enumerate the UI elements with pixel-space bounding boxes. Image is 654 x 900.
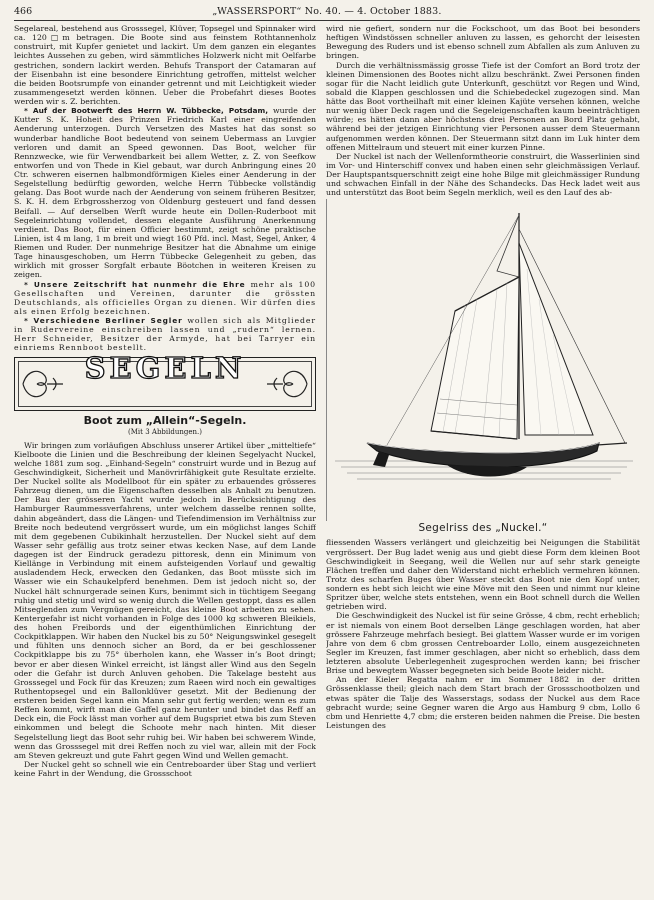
article-paragraph: Die Geschwindigkeit des Nuckel ist für seine Grösse, 4 cbm, recht erheblich; er ist niemals von einem Boot derselben Länge geschlagen worden, hat aber grössere Fahrzeuge mehrfach besiegt. Bei glattem Wasser wurde er im vorigen Jahre von dem 6 cbm grossen Centreboarder Lollo, einem ausgezeichneten Segler im Kreuzen, fast immer geschlagen, aber nicht so erheblich, dass dem letzteren absolute Ueberlegenheit zugesprochen werden kann; bei frischer Brise und bewegtem Wasser begegneten sich beide Boote leider nicht. — [326, 611, 640, 676]
news-text: wollen sich als Mitglieder in Rudervereine einschreiben lassen und „rudern“ lernen. Herr Schneider, Besitzer der Armyde, hat bei Tarryer ein einriems Rennboot bestellt. — [14, 316, 316, 353]
article-subtitle: (Mit 3 Abbildungen.) — [128, 427, 202, 436]
right-column — [326, 24, 640, 892]
article-paragraph: An der Kieler Regatta nahm er im Sommer 1882 in der dritten Grössenklasse theil; gleich nach dem Start brach der Grossschootbolzen und etwas später die Talje des Wasserstags, sodass der Nuckel aus dem Race gebracht wurde; seine Gegner waren die Argo aus Hamburg 9 cbm, Lollo 6 cbm und Henriette 4,7 cbm; die ersteren beiden nahmen die Preise. Die besten Leistungen des — [326, 675, 640, 730]
page-number: 466 — [14, 6, 33, 17]
article-title: Boot zum „Allein“-Segeln. — [83, 413, 247, 427]
news-heading: * Verschiedene Berliner Segler — [24, 316, 183, 325]
news-heading: * Auf der Bootwerft des Herrn W. Tübbecke, Potsdam, — [24, 106, 269, 116]
sail-plan-figure — [326, 199, 640, 521]
magazine-title: „WASSERSPORT“ No. 40. — 4. October 1883. — [212, 6, 442, 17]
news-heading: * Unsere Zeitschrift hat nunmehr die Ehre — [24, 279, 246, 289]
article-paragraph: Wir bringen zum vorläufigen Abschluss unserer Artikel über „mitteltiefe“ Kielboote die Linien und die Beschreibung der kleinen Segelyacht Nuckel, welche 1881 zum sog. „Einhand-Segeln“ construirt wurde und in Bezug auf Geschwindigkeit, Sicherheit und Manövrirfähigkeit gute Resultate erzielte. Der Nuckel sollte als Modellboot für ein später zu erbauendes grösseres Fahrzeug dienen, um die Eigenschaften desselben als Anhalt zu benutzen. Der Bau der grösseren Yacht wurde jedoch in Berücksichtigung des Hamburger Raummessverfahrens, unter welchem dasselbe rennen sollte, dahin abgeändert, dass die Längen- und Tiefendimension im Verhältniss zur Breite noch bedeutend vergrössert wurde, um ein möglichst langes Schiff mit dem gegebenen Cubikinhalt herzustellen. Der Nuckel sieht auf dem Wasser sehr gefällig aus trotz seiner etwas kecken Nase, auf dem Lande dagegen ist der Eindruck geradezu pittoresk, denn ein Minimum von Kiellänge in Verbindung mit einem aufsteigenden Vorlauf und gewaltig ausladendem Heck, erwecken den Gedanken, das Boot müsste sich im Wasser wie ein Schaukelpferd benehmen. Dem ist jedoch nicht so, der Nuckel hält schnurgerade seinen Kurs, benimmt sich in tüchtigem Seegang ruhig und stetig und wird so wenig durch die Wellen gestoppt, dass es allen Mitseglenden zum Vergnügen gereicht, das kleine Boot arbeiten zu sehen. Kentergefahr ist nicht vorhanden in Folge des 1000 kg schweren Bleikiels, des hohen Freibords und der eigenthümlichen Einrichtung der Cockpitklappen. Wir haben den Nuckel bis zu 50° Neigungswinkel gesegelt und fühlten uns dennoch sicher an Bord, da er bei geschlossener Cockpitklappe bis zu 75° überholen kann, ehe Wasser in’s Boot dringt; bevor er aber diesen Winkel erreicht, ist längst aller Wind aus den Segeln oder die Gefahr ist durch Anluven gehoben. Die Takelage besteht aus Grosssegel und Fock für das Kreuzen; zum Raeen wird noch ein gewaltiges Ruthentopsegel und ein Ballonklüver gesetzt. Mit der Bedienung der ersteren beiden Segel kann ein Mann sehr gut fertig werden; wenn es zum Reffen kommt, wirft man die Gaffel ganz herunter und bindet das Reff an Deck ein, die Fock lässt man vorher auf dem Bugspriet etwa bis zum Steven einkommen und belegt die Schoote mehr nach hinten. Mit dieser Segelstellung liegt das Boot sehr ruhig bei. Wir haben bei schwerem Winde, wenn das Grosssegel mit drei Reffen noch zu viel war, allein mit der Fock am Steven gekreuzt und gute Fahrt gegen Wind und Wellen gemacht. — [14, 440, 316, 760]
paragraph-catamaran: Segelareal, bestehend aus Grosssegel, Klüver, Topsegel und Spinnaker wird ca. 120□m betragen. Die Boote sind aus feinstem Rothtannenholz construirt, mit Kupfer genietet und lackirt. Um dem ganzen ein elegantes leichtes Aussehen zu geben, wird sämmtliches Holzwerk nicht mit Oelfarbe gestrichen, sondern lackirt werden. Behufs Transport der Catamaran auf der Eisenbahn ist eine besondere Einrichtung getroffen, mittelst welcher die beiden Bootsrumpfe von einander getrennt und mit Leichtigkeit wieder zusammengesetzt werden können. Ueber die Probefahrt dieses Bootes werden wir s. Z. berichten. — [14, 24, 316, 106]
article-paragraph: fliessenden Wassers verlängert und gleichzeitig bei Neigungen die Stabilität vergrössert. Der Bug ladet wenig aus und giebt diese Form dem kleinen Boot Geschwindigkeit in Seegang, weil die Wellen nur auf sehr stark geneigte Flächen treffen und daher den Widerstand nicht erheblich vermehren können. Trotz des scharfen Buges über Wasser steckt das Boot nie den Kopf unter, sondern es hebt sich leicht wie eine Möve mit den Seen und nimmt nur kleine Spritzer über, welche stets entstehen, wenn ein Boot schnell durch die Wellen getrieben wird. — [326, 538, 640, 612]
section-title: SEGELN — [84, 350, 246, 385]
page-header — [14, 6, 640, 20]
left-column — [14, 24, 316, 892]
news-item-tuebbecke — [14, 106, 316, 279]
news-text: mehr als 100 Gesellschaften und Vereinen, darunter die grössten Deutschlands, als officielles Organ zu dienen. Wir dürfen dies als einen Erfolg bezeichnen. — [14, 279, 316, 316]
section-banner — [14, 350, 316, 411]
sailboat-drawing — [327, 199, 640, 521]
article-paragraph: Der Nuckel ist nach der Wellenformtheorie construirt, die Wasserlinien sind im Vor- und Hinterschiff convex und haben einen sehr gleichmässigen Verlauf. Der Hauptspantsquerschnitt zeigt eine hohe Bilge mit gleichmässiger Rundung und schwachen Einfall in der Nähe des Schandecks. Das Heck ladet weit aus und unterstützt das Boot beim Segeln merklich, weil es den Lauf des ab- — [326, 151, 640, 198]
figure-caption: Segelriss des „Nuckel.“ — [418, 522, 548, 535]
header-rule — [14, 20, 640, 21]
article-paragraph: Der Nuckel geht so schnell wie ein Centreboarder über Stag und verliert keine Fahrt in der Wendung, die Grossschoot — [14, 759, 316, 778]
news-text: wurde der Kutter S. K. Hoheit des Prinzen Friedrich Karl einer eingreifenden Aenderung unterzogen. Durch Versetzen des Mastes hat das sonst so wunderbar handliche Boot bedeutend von seinem Uebermass an Luvgier verloren und damit an Speed gewonnen. Das Boot, welcher für Rennzwecke, wie für Verwendbarkeit bei allem Wetter, z. Z. von Seefkow entworfen und von Thede in Kiel gebaut, war durch Anbringung eines 20 Ctr. schweren eisernen halbmondförmigen Kieles einer Aenderung in der Segelstellung bedürftig geworden, welche Herrn Tübbecke vollständig gelang. Das Boot wurde nach der Aenderung von seinem früheren Besitzer, S. K. H. dem Erbgrossherzog von Oldenburg gesteuert und fand dessen Beifall. — Auf derselben Werft wurde heute ein Dollen-Ruderboot mit Segeleinrichtung vollendet, dessen elegante Ausführung Anerkennung verdient. Das Boot, für einen Officier bestimmt, zeigt schöne praktische Linien, ist 4 m lang, 1 m breit und wiegt 160 Pfd. incl. Mast, Segel, Anker, 4 Riemen und Ruder. Der nunmehrige Besitzer hat die Abnahme um einige Tage hinausgeschoben, um Herrn Tübbecke Gelegenheit zu geben, das wirklich mit grosser Sorgfalt erbaute Böotchen in weiteren Kreisen zu zeigen. — [14, 106, 316, 280]
article-paragraph: wird nie gefiert, sondern nur die Fockschoot, um das Boot bei besonders heftigen Windstössen schneller anluven zu lassen, es gehorcht der leisesten Bewegung des Ruders und ist ebenso schnell zum Abfallen als zum Anluven zu bringen. — [326, 24, 640, 61]
news-item-zeitschrift — [14, 280, 316, 317]
article-paragraph: Durch die verhältnissmässig grosse Tiefe ist der Comfort an Bord trotz der kleinen Dimensionen des Bootes nicht allzu beschränkt. Zwei Personen finden sogar für die Nacht leidlich gute Unterkunft, geschützt vor Regen und Wind, sobald die Klappen geschlossen und die Schiebedeckel zugezogen sind. Man hätte das Boot vortheilhaft mit einer kleinen Kajüte versehen können, welche nur wenig über Deck ragen und die Segeleigenschaften kaum beeinträchtigen würde; es hätten dann aber höchstens drei Personen an Bord Platz gehabt, während bei der jetzigen Einrichtung vier Personen ausser dem Steuermann aufgenommen werden können. Der Steuermann sitzt dann im Luk hinter dem offenen Mittelraum und steuert mit einer kurzen Pinne. — [326, 60, 640, 152]
news-item-segler — [14, 316, 316, 353]
